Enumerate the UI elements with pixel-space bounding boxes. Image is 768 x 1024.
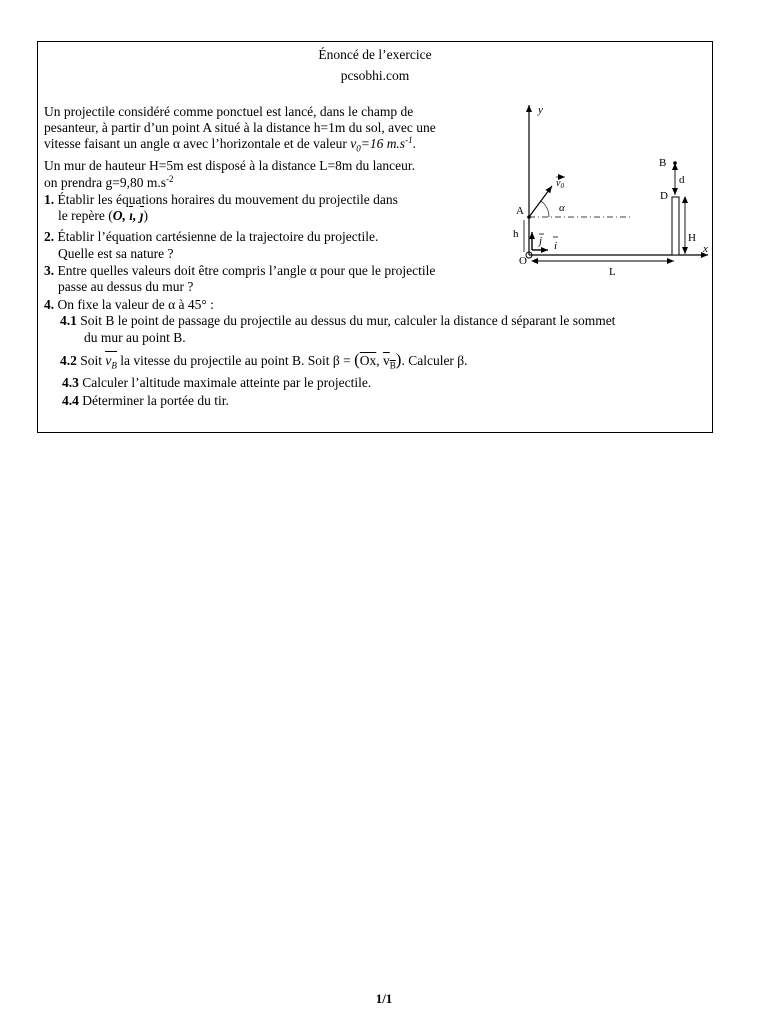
label-d-point: D [660, 190, 668, 202]
intro-line-4: Un mur de hauteur H=5m est disposé à la distance L=8m du lanceur. [44, 158, 416, 173]
question-4-3: 4.3 Calculer l’altitude maximale atteinte par le projectile. [62, 375, 372, 390]
question-3-cont: passe au dessus du mur ? [58, 279, 194, 294]
question-2: 2. Établir l’équation cartésienne de la trajectoire du projectile. [44, 229, 379, 244]
label-h-big: H [688, 232, 696, 244]
question-4-4: 4.4 Déterminer la portée du tir. [62, 393, 229, 408]
label-l: L [609, 266, 616, 275]
question-1: 1. Établir les équations horaires du mouvement du projectile dans [44, 192, 398, 207]
question-4-1: 4.1 Soit B le point de passage du projectile au dessus du mur, calculer la distance d séparant le sommet [60, 313, 616, 328]
intro-line-3: vitesse faisant un angle α avec l’horizontale et de valeur $v_0=16$ $m.s^{-1}$. [44, 135, 416, 154]
question-4-2: 4.2 Soit $v_B$ la vitesse du projectile au point B. Soit $\beta = (\overline{Ox}$, $v_B$). Calculer β. [60, 350, 468, 371]
label-a: A [516, 205, 524, 217]
label-h-small: h [513, 228, 519, 240]
label-b: B [659, 157, 667, 169]
intro-line-2: pesanteur, à partir d’un point A situé à la distance h=1m du sol, avec une [44, 120, 436, 135]
label-j: j [539, 235, 543, 247]
wall [672, 197, 679, 255]
question-2-cont: Quelle est sa nature ? [58, 246, 174, 261]
question-1-cont: le repère (O, ı, ȷ) [58, 208, 148, 223]
angle-arc [541, 201, 549, 217]
site-name: pcsobhi.com [340, 68, 410, 83]
projectile-figure [508, 100, 713, 275]
label-i: i [554, 240, 558, 252]
origin-label: O [519, 255, 527, 267]
exercise-title: Énoncé de l’exercice [318, 47, 432, 62]
y-axis-label: y [538, 104, 543, 116]
intro-line-5: on prendra g=9,80 $m.s^{-2}$ [44, 174, 174, 190]
question-4: 4. On fixe la valeur de α à 45° : [44, 297, 214, 312]
label-v0: $v_0$ [556, 178, 564, 190]
x-axis-label: x [703, 243, 708, 255]
vector-vb: $v_B$ [105, 353, 117, 371]
question-4-1-cont: du mur au point B. [84, 330, 186, 345]
label-d: d [679, 174, 685, 186]
vector-j: ȷ [139, 208, 144, 223]
intro-line-1: Un projectile considéré comme ponctuel est lancé, dans le champ de [44, 104, 414, 119]
label-alpha: α [559, 202, 565, 214]
page-number: 1/1 [375, 991, 393, 1006]
vector-i: ı [129, 208, 133, 223]
exercise-frame [37, 41, 713, 433]
question-3: 3. Entre quelles valeurs doit être compris l’angle α pour que le projectile [44, 263, 436, 278]
